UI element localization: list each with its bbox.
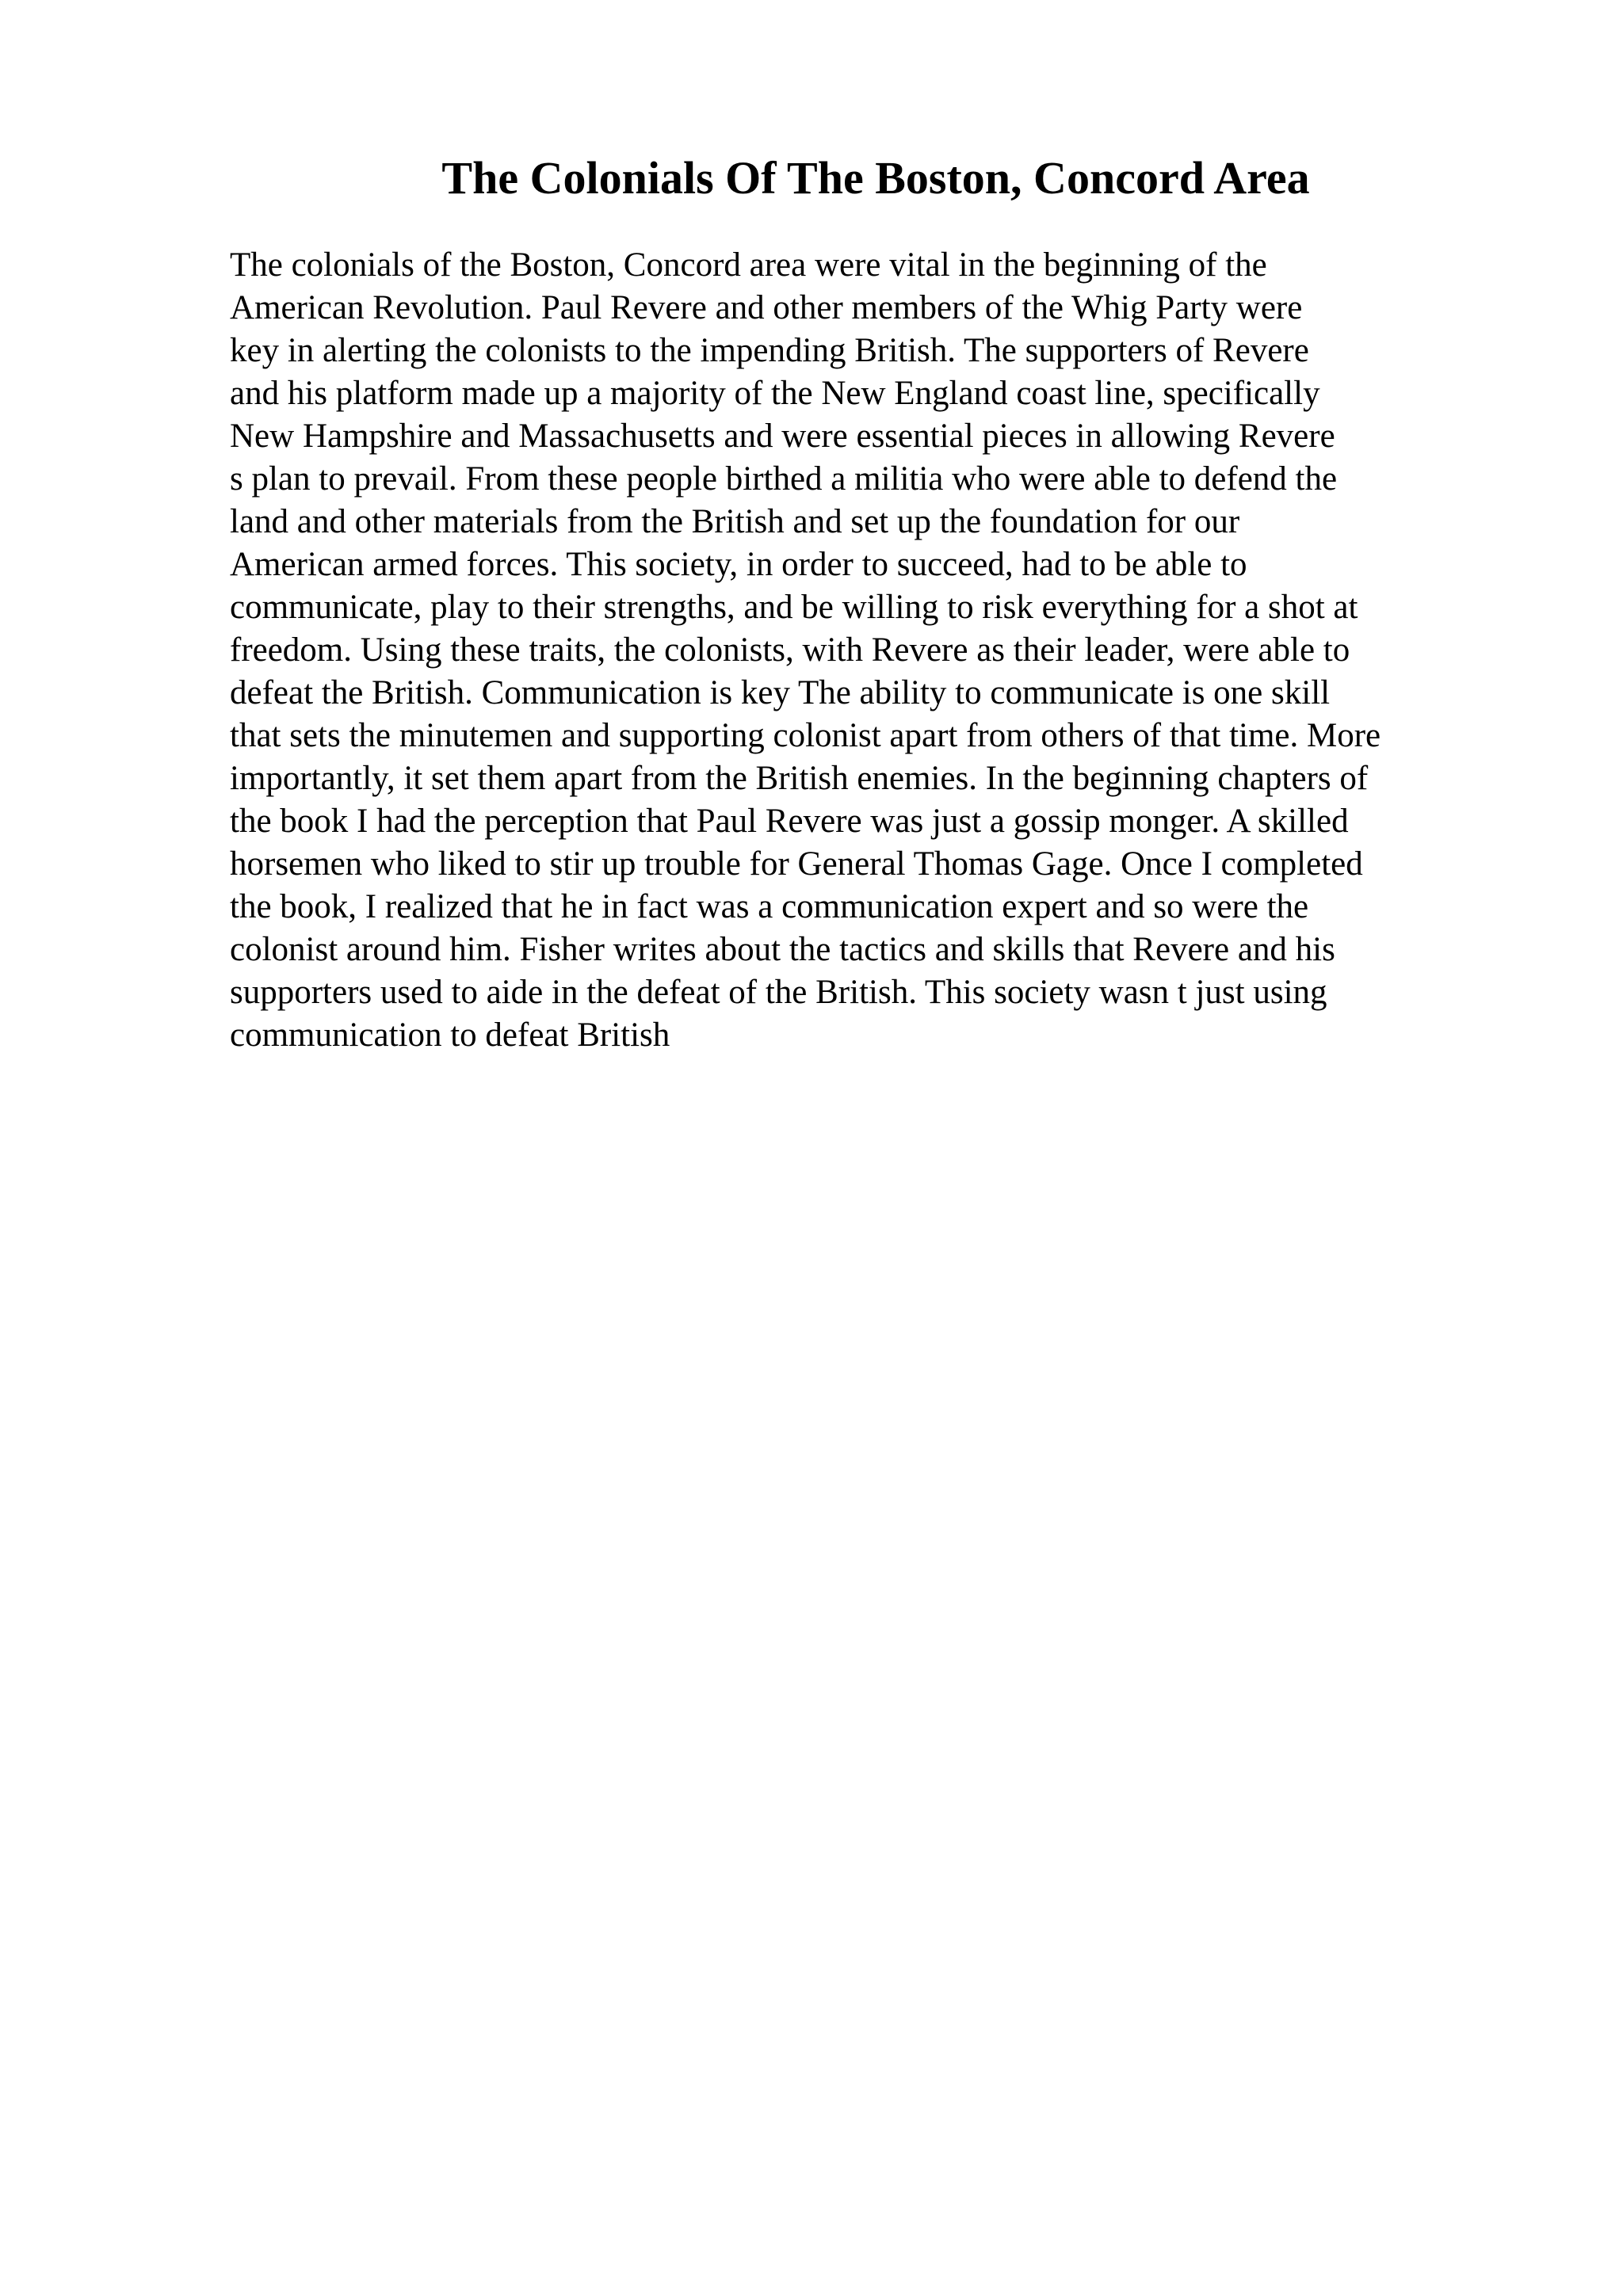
body-line: American armed forces. This society, in order to succeed, had to be able to: [230, 546, 1247, 583]
body-line: the book, I realized that he in fact was a communication expert and so were the: [230, 888, 1309, 925]
body-line: horsemen who liked to stir up trouble for General Thomas Gage. Once I completed: [230, 845, 1363, 883]
body-line: defeat the British. Communication is key The ability to communicate is one skill: [230, 674, 1331, 711]
body-line: communication to defeat British: [230, 1016, 670, 1054]
body-line: key in alerting the colonists to the impending British. The supporters of Revere: [230, 332, 1309, 369]
body-line: communicate, play to their strengths, and be willing to risk everything for a shot at: [230, 589, 1358, 626]
body-line: s plan to prevail. From these people birthed a militia who were able to defend the: [230, 460, 1338, 498]
body-line: The colonials of the Boston, Concord area were vital in the beginning of the: [230, 246, 1267, 284]
body-line: freedom. Using these traits, the colonists, with Revere as their leader, were able to: [230, 631, 1350, 669]
document-title: The Colonials Of The Boston, Concord Area: [441, 152, 1310, 204]
body-line: American Revolution. Paul Revere and other members of the Whig Party were: [230, 289, 1303, 326]
body-line: New Hampshire and Massachusetts and were essential pieces in allowing Revere: [230, 418, 1335, 455]
body-line: colonist around him. Fisher writes about the tactics and skills that Revere and his: [230, 931, 1335, 968]
document-body: [230, 244, 1498, 1057]
body-line: supporters used to aide in the defeat of the British. This society wasn t just using: [230, 974, 1327, 1011]
body-line: and his platform made up a majority of the New England coast line, specifically: [230, 375, 1320, 412]
body-line: land and other materials from the British and set up the foundation for our: [230, 503, 1240, 540]
body-line: importantly, it set them apart from the British enemies. In the beginning chapters of: [230, 760, 1369, 797]
body-line: the book I had the perception that Paul Revere was just a gossip monger. A skilled: [230, 803, 1349, 840]
body-line: that sets the minutemen and supporting colonist apart from others of that time. More: [230, 717, 1381, 754]
